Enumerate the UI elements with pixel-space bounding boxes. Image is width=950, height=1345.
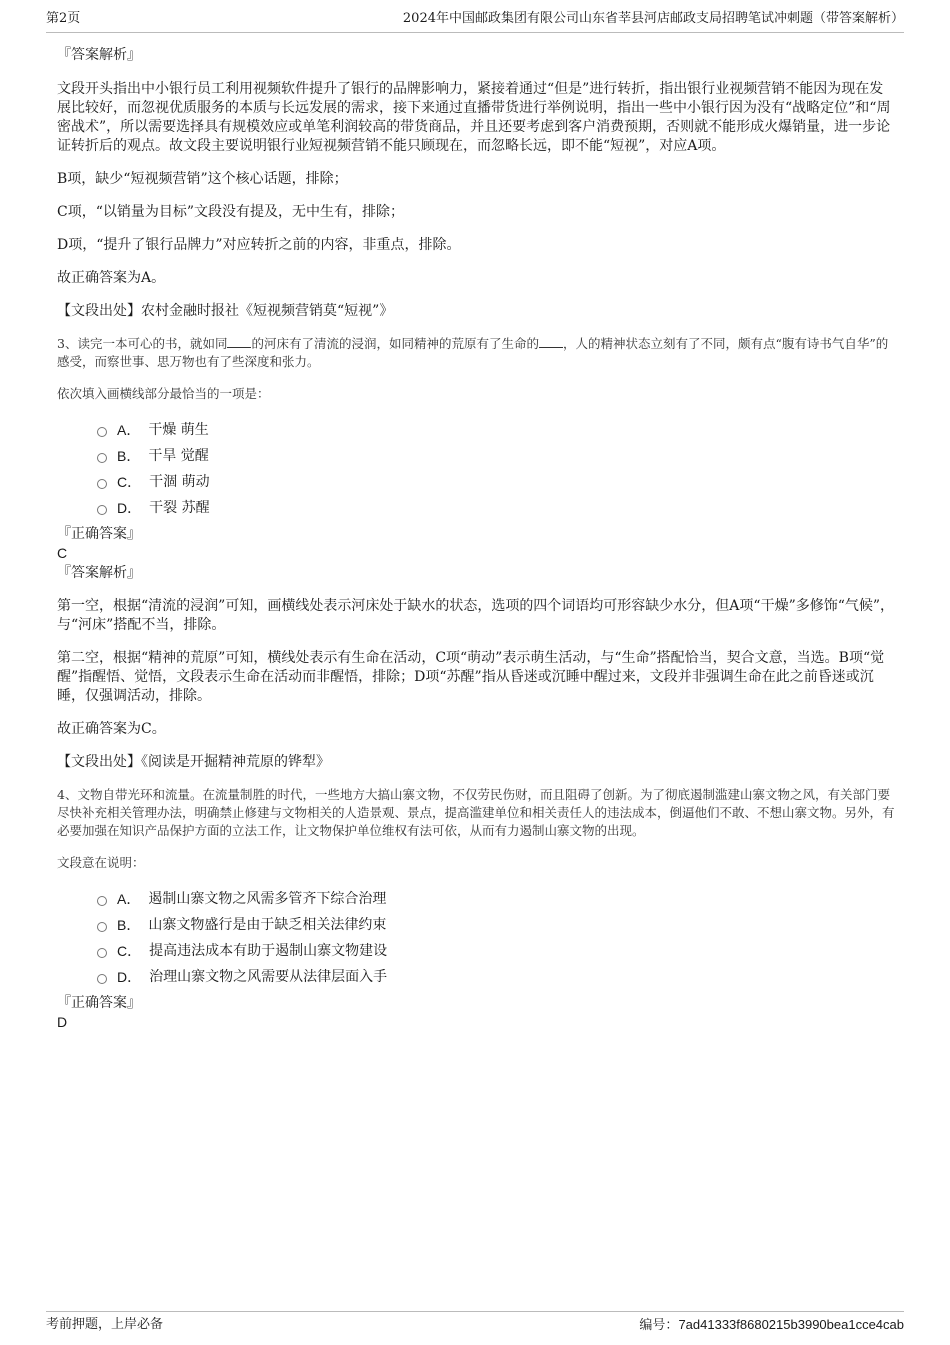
blank-line — [227, 335, 251, 348]
page-footer — [46, 1311, 904, 1337]
footer-slogan: 考前押题，上岸必备 — [46, 1317, 164, 1332]
q3-option-d[interactable]: D． 干裂 苏醒 — [97, 495, 897, 521]
q2-option-c-note: C项，“以销量为目标”文段没有提及，无中生有，排除； — [57, 204, 405, 220]
q3-stem: 3、读完一本可心的书，就如同 的河床有了清流的浸润，如同精神的荒原有了生命的 ，人的精神状态立刻有了不同，颇有点“腹有诗书气自华”的感受，而察世事、思万物也有了些深度和张力。 — [57, 336, 889, 369]
q3-prompt: 依次填入画横线部分最恰当的一项是： — [57, 386, 270, 401]
q2-source: 【文段出处】农村金融时报社《短视频营销莫“短视”》 — [57, 303, 394, 319]
q4-stem: 4、文物自带光环和流量。在流量制胜的时代，一些地方大搞山寨文物，不仅劳民伤财，而且阻碍了创新。为了彻底遏制滥建山寨文物之风，有关部门要尽快补充相关管理办法，明确禁止修建与文物相关的人造景观、景点，提高滥建单位和相关责任人的违法成本，倒逼他们不敢、不想山寨文物。另外，有必要加强在知识产品保护方面的立法工作，让文物保护单位维权有法可依，从而有力遏制山寨文物的出现。 — [57, 787, 895, 838]
q4-answer-label: 『正确答案』 — [57, 995, 141, 1011]
q3-options — [57, 417, 897, 521]
q4-option-d[interactable]: D． 治理山寨文物之风需要从法律层面入手 — [97, 964, 897, 990]
q3-option-c[interactable]: C． 干涸 萌动 — [97, 469, 897, 495]
q3-analysis-label: 『答案解析』 — [57, 565, 141, 581]
q3-answer: C — [57, 545, 68, 561]
q4-option-c[interactable]: C． 提高违法成本有助于遏制山寨文物建设 — [97, 938, 897, 964]
radio-icon[interactable] — [97, 922, 107, 932]
q3-answer-label: 『正确答案』 — [57, 526, 141, 542]
radio-icon[interactable] — [97, 505, 107, 515]
document-code: 编号：7ad41333f8680215b3990bea1cce4cab — [639, 1317, 904, 1332]
radio-icon[interactable] — [97, 479, 107, 489]
q4-option-a[interactable]: A． 遏制山寨文物之风需多管齐下综合治理 — [97, 886, 897, 912]
q4-answer: D — [57, 1014, 68, 1030]
radio-icon[interactable] — [97, 427, 107, 437]
q3-option-a[interactable]: A． 干燥 萌生 — [97, 417, 897, 443]
q2-conclusion: 故正确答案为A。 — [57, 270, 166, 286]
q2-analysis-label: 『答案解析』 — [57, 47, 141, 63]
q4-prompt: 文段意在说明： — [57, 855, 145, 870]
q2-option-d-note: D项，“提升了银行品牌力”对应转折之前的内容，非重点，排除。 — [57, 237, 461, 253]
q3-conclusion: 故正确答案为C。 — [57, 721, 166, 737]
radio-icon[interactable] — [97, 453, 107, 463]
q3-analysis-blank1: 第一空，根据“清流的浸润”可知，画横线处表示河床处于缺水的状态，选项的四个词语均可形容缺少水分，但A项“干燥”多修饰“气候”，与“河床”搭配不当，排除。 — [57, 598, 895, 633]
page-number: 第2页 — [46, 11, 81, 26]
blank-line — [539, 335, 563, 348]
radio-icon[interactable] — [97, 974, 107, 984]
page-header — [46, 10, 904, 33]
radio-icon[interactable] — [97, 948, 107, 958]
q3-source: 【文段出处】《阅读是开掘精神荒原的铧犁》 — [57, 754, 330, 770]
document-title: 2024年中国邮政集团有限公司山东省莘县河店邮政支局招聘笔试冲刺题（带答案解析） — [402, 11, 904, 26]
q3-option-b[interactable]: B． 干旱 觉醒 — [97, 443, 897, 469]
q4-options — [57, 886, 897, 990]
radio-icon[interactable] — [97, 896, 107, 906]
q3-analysis-blank2: 第二空，根据“精神的荒原”可知，横线处表示有生命在活动，C项“萌动”表示萌生活动，与“生命”搭配恰当，契合文意，当选。B项“觉醒”指醒悟、觉悟，文段表示生命在活动而非醒悟，排除；D项“苏醒”指从昏迷或沉睡中醒过来，文段并非强调生命在此之前昏迷或沉睡，仅强调活动，排除。 — [57, 650, 885, 704]
page-content — [57, 44, 897, 1031]
q2-analysis-paragraph: 文段开头指出中小银行员工利用视频软件提升了银行的品牌影响力，紧接着通过“但是”进行转折，指出银行业视频营销不能因为现在发展比较好，而忽视优质服务的本质与长远发展的需求，接下来通过直播带货进行举例说明，指出一些中小银行因为没有“战略定位”和“周密战术”，所以需要选择具有规模效应或单笔利润较高的带货商品，并且还要考虑到客户消费预期，否则就不能形成火爆销量，进一步论证转折后的观点。故文段主要说明银行业短视频营销不能只顾现在，而忽略长远，即不能“短视”，对应A项。 — [57, 81, 891, 154]
q4-option-b[interactable]: B． 山寨文物盛行是由于缺乏相关法律约束 — [97, 912, 897, 938]
q2-option-b-note: B项，缺少“短视频营销”这个核心话题，排除； — [57, 171, 348, 187]
